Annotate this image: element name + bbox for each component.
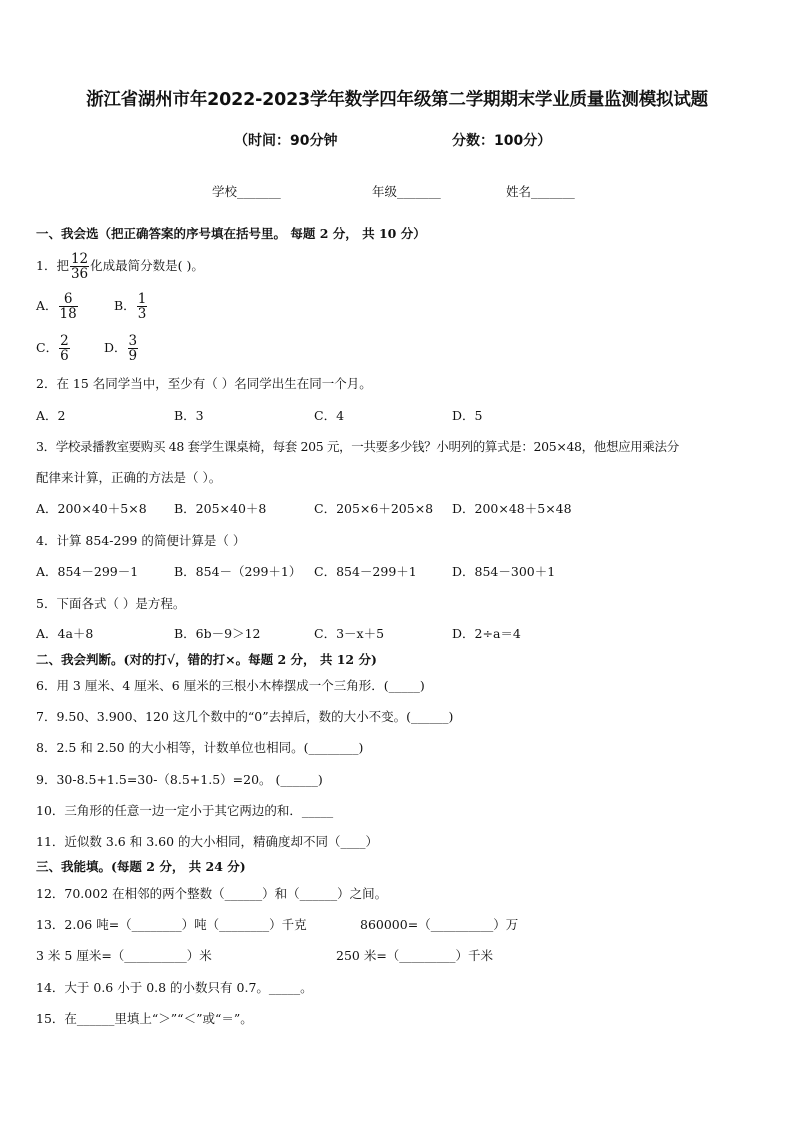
question-13-part-1: 13．2.06 吨=（________）吨（________）千克 xyxy=(36,917,307,932)
q4-option-a: A．854－299－1 xyxy=(36,564,139,579)
page-title: 浙江省湖州市年2022-2023学年数学四年级第二学期期末学业质量监测模拟试题 xyxy=(86,90,708,110)
fraction-numerator: 6 xyxy=(59,292,78,307)
question-4: 4．计算 854-299 的简便计算是（ ） xyxy=(36,533,246,548)
question-11: 11．近似数 3.6 和 3.60 的大小相同，精确度却不同（____） xyxy=(36,834,379,849)
question-1-suffix: 化成最简分数是( )。 xyxy=(90,258,204,274)
fraction-numerator: 2 xyxy=(60,333,69,349)
fraction xyxy=(59,292,78,321)
question-2: 2．在 15 名同学当中，至少有（ ）名同学出生在同一个月。 xyxy=(36,376,372,391)
section-heading-choice: 一、我会选（把正确答案的序号填在括号里。 每题 2 分， 共 10 分） xyxy=(36,226,426,241)
question-13-part-2: 860000=（__________）万 xyxy=(360,917,519,932)
question-15: 15．在______里填上“＞”“＜”或“＝”。 xyxy=(36,1011,253,1026)
q2-option-a: A．2 xyxy=(36,408,66,423)
q3-option-b: B．205×40＋8 xyxy=(174,501,267,516)
option-label: A． xyxy=(36,298,58,314)
question-13-part-3: 3 米 5 厘米=（__________）米 xyxy=(36,948,212,963)
q5-option-b: B．6b－9＞12 xyxy=(174,626,261,641)
fraction-numerator: 3 xyxy=(128,333,138,349)
question-1-prefix: 1．把 xyxy=(36,258,69,274)
exam-time: （时间：90分钟 xyxy=(234,133,338,149)
q2-option-d: D．5 xyxy=(452,408,483,423)
exam-score: 分数：100分） xyxy=(452,133,552,149)
q1-option-a xyxy=(36,292,79,321)
question-8: 8．2.5 和 2.50 的大小相等，计数单位也相同。(________) xyxy=(36,740,364,755)
grade-field: 年级_______ xyxy=(372,184,441,199)
school-field: 学校_______ xyxy=(212,184,281,199)
question-5: 5．下面各式（ ）是方程。 xyxy=(36,596,186,611)
section-heading-fill: 三、我能填。(每题 2 分， 共 24 分) xyxy=(36,859,246,874)
q1-option-d xyxy=(104,334,139,363)
fraction-12-36 xyxy=(70,252,89,281)
q3-option-d: D．200×48＋5×48 xyxy=(452,501,572,516)
question-3-line-1: 3．学校录播教室要购买 48 套学生课桌椅，每套 205 元，一共要多少钱？小明列的算式是：205×48，他想应用乘法分 xyxy=(36,439,679,454)
fraction xyxy=(137,292,148,321)
q4-option-c: C．854－299＋1 xyxy=(314,564,417,579)
fraction xyxy=(59,334,70,363)
fraction-denominator: 36 xyxy=(70,266,89,283)
question-6: 6．用 3 厘米、4 厘米、6 厘米的三根小木棒摆成一个三角形．(_____) xyxy=(36,678,425,693)
q1-option-c xyxy=(36,334,71,363)
question-10: 10．三角形的任意一边一定小于其它两边的和．_____ xyxy=(36,803,334,818)
option-label: D． xyxy=(104,340,127,356)
option-label: C． xyxy=(36,340,59,356)
q5-option-c: C．3－x＋5 xyxy=(314,626,385,641)
q5-option-a: A．4a＋8 xyxy=(36,626,94,641)
fraction xyxy=(128,334,139,363)
q3-option-a: A．200×40＋5×8 xyxy=(36,501,147,516)
q4-option-b: B．854－（299＋1） xyxy=(174,564,302,579)
q3-option-c: C．205×6＋205×8 xyxy=(314,501,434,516)
fraction-denominator: 3 xyxy=(137,306,147,323)
fraction-numerator: 12 xyxy=(70,251,89,267)
fraction-denominator: 6 xyxy=(60,348,69,365)
question-14: 14．大于 0.6 小于 0.8 的小数只有 0.7。_____。 xyxy=(36,980,313,995)
q4-option-d: D．854－300＋1 xyxy=(452,564,556,579)
question-1 xyxy=(36,252,204,281)
fraction-denominator: 9 xyxy=(128,348,138,365)
question-12: 12．70.002 在相邻的两个整数（______）和（______）之间。 xyxy=(36,886,388,901)
fraction-denominator: 18 xyxy=(59,306,77,323)
question-13-part-4: 250 米=（_________）千米 xyxy=(336,948,494,963)
question-9: 9．30-8.5+1.5=30-（8.5+1.5）=20。 (______) xyxy=(36,772,323,787)
name-field: 姓名_______ xyxy=(506,184,575,199)
question-3-line-2: 配律来计算，正确的方法是（ ）。 xyxy=(36,470,222,485)
q1-option-b xyxy=(114,292,148,321)
option-label: B． xyxy=(114,298,136,314)
q5-option-d: D．2÷a＝4 xyxy=(452,626,521,641)
section-heading-judge: 二、我会判断。(对的打√，错的打×。每题 2 分， 共 12 分) xyxy=(36,652,377,667)
fraction-numerator: 1 xyxy=(137,291,147,307)
question-7: 7．9.50、3.900、120 这几个数中的“0”去掉后，数的大小不变。(______) xyxy=(36,709,454,724)
q2-option-b: B．3 xyxy=(174,408,204,423)
q2-option-c: C．4 xyxy=(314,408,345,423)
